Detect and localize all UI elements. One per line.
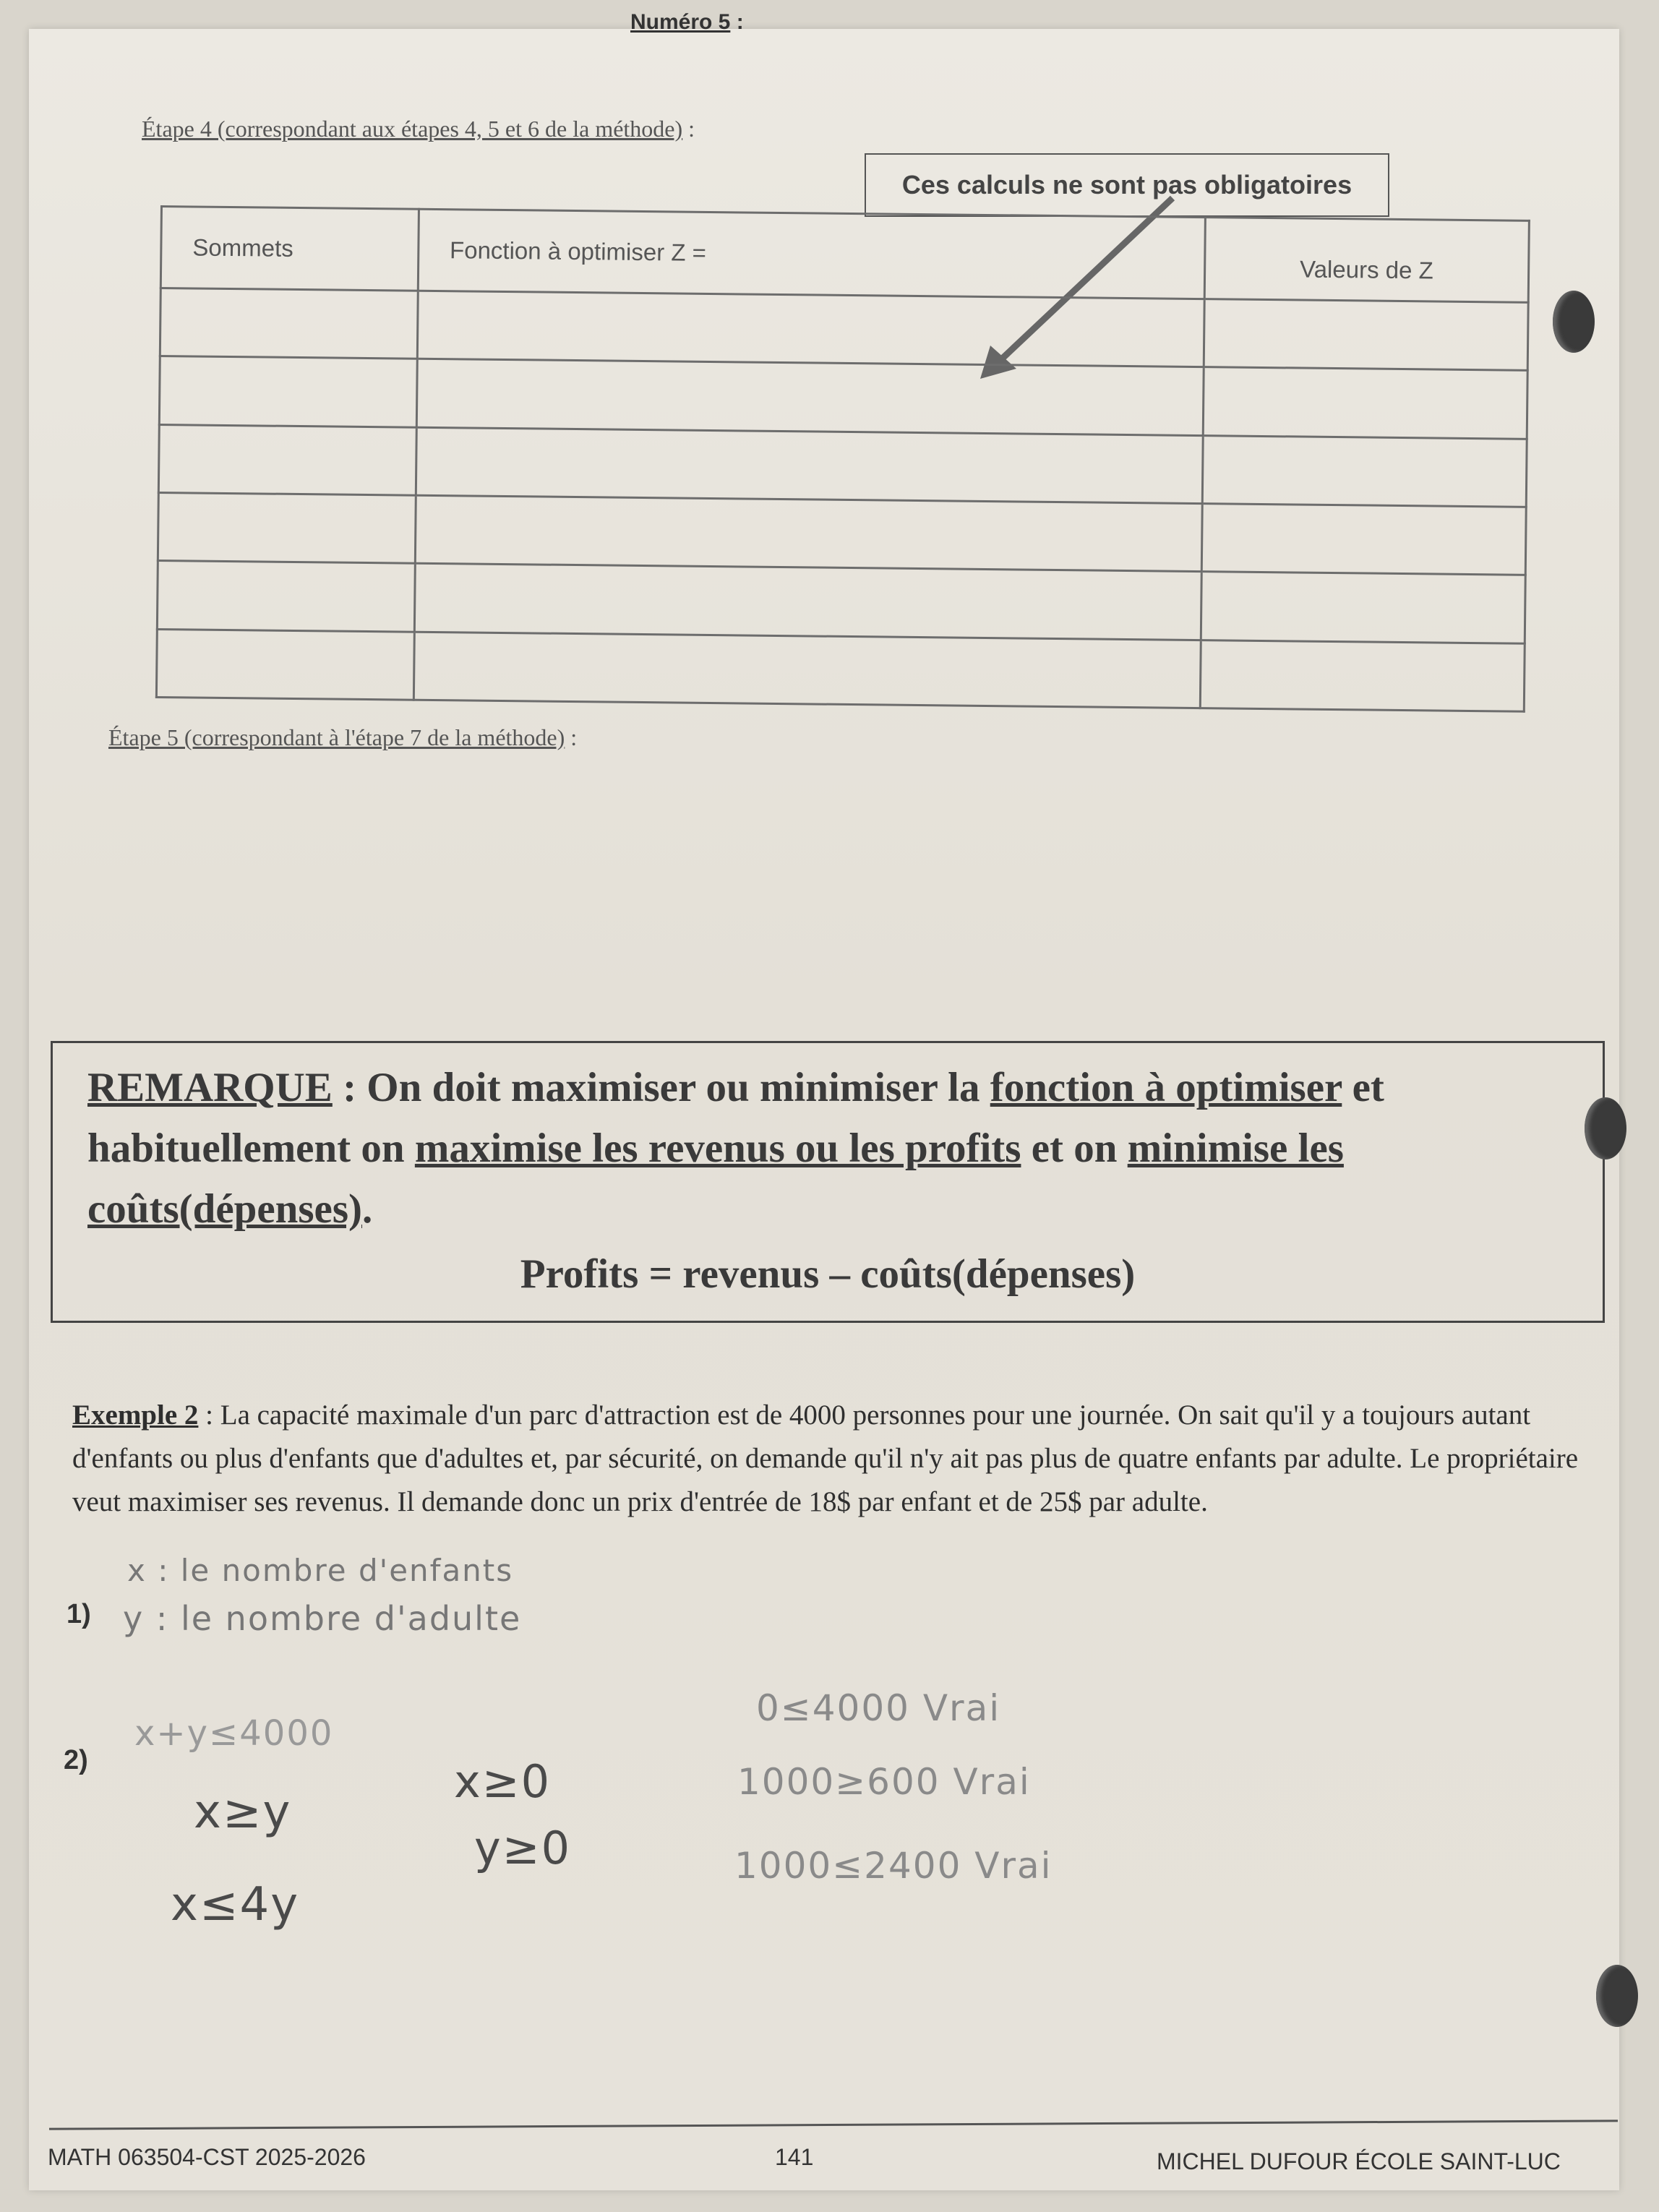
handwritten-constraint: x+y≤4000 [134, 1713, 334, 1754]
footer-page-number: 141 [775, 2144, 814, 2170]
table-cell[interactable] [1204, 299, 1528, 371]
profit-formula: Profits = revenus – coûts(dépenses) [520, 1251, 1136, 1297]
footer-author: MICHEL DUFOUR ÉCOLE SAINT-LUC [1157, 2148, 1561, 2174]
callout-box: Ces calculs ne sont pas obligatoires [865, 153, 1389, 217]
handwritten-constraint: x≥y [194, 1786, 292, 1839]
col-sommets: Sommets [160, 207, 419, 291]
binder-hole [1585, 1097, 1626, 1159]
table-row [156, 629, 1525, 711]
handwritten-test: 0≤4000 Vrai [756, 1687, 1001, 1729]
handwritten-variable-y: y : le nombre d'adulte [123, 1599, 522, 1638]
step-5-heading: Étape 5 (correspondant à l'étape 7 de la méthode) : [108, 724, 578, 750]
table-cell[interactable] [158, 492, 416, 563]
remarque-box [51, 1041, 1605, 1323]
handwritten-test: 1000≤2400 Vrai [734, 1845, 1053, 1887]
question-2-label: 2) [64, 1745, 88, 1775]
table-cell[interactable] [160, 288, 418, 359]
handwritten-variable-x: x : le nombre d'enfants [127, 1553, 514, 1588]
col-fonction: Fonction à optimiser Z = [418, 209, 1205, 299]
question-1-label: 1) [67, 1599, 91, 1629]
handwritten-test: 1000≥600 Vrai [737, 1761, 1031, 1803]
table-cell[interactable] [416, 359, 1204, 436]
table-cell[interactable] [413, 632, 1201, 708]
handwritten-constraint: x≤4y [171, 1878, 300, 1932]
table-cell[interactable] [416, 427, 1203, 504]
table-cell[interactable] [415, 495, 1202, 572]
example-2-paragraph: Exemple 2 : La capacité maximale d'un parc d'attraction est de 4000 personnes pour une journée. On sait qu'il y a toujours autant d'enfants ou plus d'enfants que d'adultes et, par sécurité, on demande qu'il n'y ait pas plus de quatre enfants par adulte. Le propriétaire veut maximiser ses revenus. Il demande donc un prix d'entrée de 18$ par enfant et de 25$ par adulte. [72, 1399, 1579, 1517]
table-cell[interactable] [1202, 435, 1527, 507]
step-4-heading: Étape 4 (correspondant aux étapes 4, 5 et 6 de la méthode) : [142, 116, 695, 142]
table-cell[interactable] [1203, 367, 1527, 439]
table-cell[interactable] [1201, 572, 1525, 643]
table-cell[interactable] [157, 561, 415, 632]
table-cell[interactable] [156, 629, 414, 700]
remarque-text: REMARQUE : On doit maximiser ou minimiser la fonction à optimiser et habituellement on maximise les revenus ou les profits et on minimise les coûts(dépenses). [87, 1065, 1384, 1232]
vertices-table [155, 205, 1530, 713]
handwritten-constraint: y≥0 [474, 1822, 572, 1874]
table-cell[interactable] [1200, 640, 1525, 711]
table-cell[interactable] [414, 564, 1201, 640]
handwritten-constraint: x≥0 [454, 1755, 552, 1808]
table-header-row [160, 207, 1529, 303]
table-cell[interactable] [1201, 504, 1526, 575]
exercise-number: Numéro 5 : [630, 10, 744, 34]
binder-hole [1596, 1965, 1638, 2027]
table-cell[interactable] [159, 356, 417, 427]
binder-hole [1553, 291, 1595, 353]
table-cell[interactable] [417, 291, 1204, 367]
footer-course: MATH 063504-CST 2025-2026 [48, 2144, 366, 2170]
col-valeurs: Valeurs de Z [1204, 218, 1530, 303]
table-cell[interactable] [158, 424, 416, 495]
